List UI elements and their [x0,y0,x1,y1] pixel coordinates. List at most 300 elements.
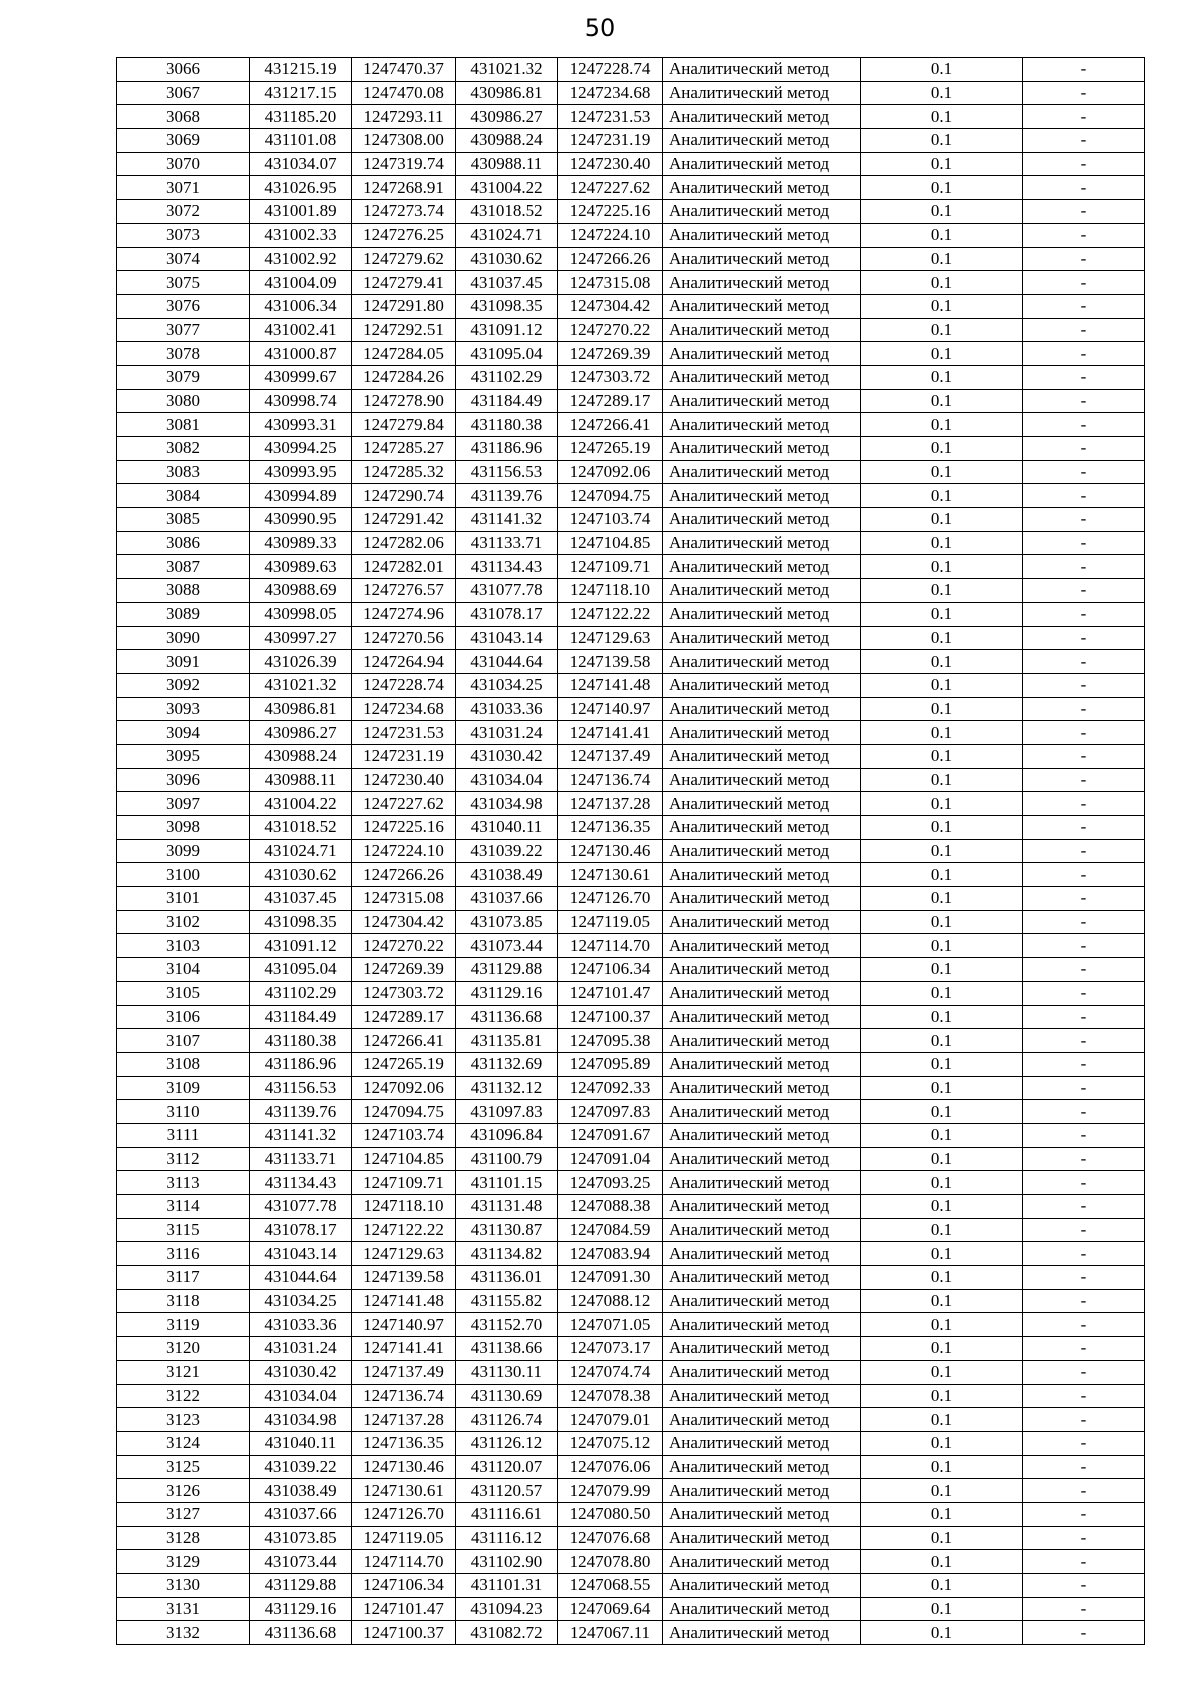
precision-cell: 0.1 [861,1455,1023,1479]
method-cell: Аналитический метод [663,200,861,224]
x1-cell: 431101.08 [250,129,352,153]
y1-cell: 1247231.19 [352,744,456,768]
x1-cell: 430994.89 [250,484,352,508]
method-cell: Аналитический метод [663,555,861,579]
y1-cell: 1247137.28 [352,1408,456,1432]
coordinates-table [116,57,1145,1645]
precision-cell: 0.1 [861,200,1023,224]
x2-cell: 431180.38 [456,413,558,437]
point-number-cell: 3084 [117,484,250,508]
point-number-cell: 3101 [117,887,250,911]
x1-cell: 430989.63 [250,555,352,579]
point-number-cell: 3124 [117,1431,250,1455]
precision-cell: 0.1 [861,863,1023,887]
point-number-cell: 3078 [117,342,250,366]
y2-cell: 1247083.94 [558,1242,663,1266]
point-number-cell: 3083 [117,460,250,484]
y2-cell: 1247114.70 [558,934,663,958]
method-cell: Аналитический метод [663,508,861,532]
point-number-cell: 3067 [117,81,250,105]
note-cell: - [1023,579,1145,603]
y2-cell: 1247103.74 [558,508,663,532]
precision-cell: 0.1 [861,365,1023,389]
point-number-cell: 3102 [117,910,250,934]
table-row [117,176,1145,200]
x2-cell: 431129.16 [456,981,558,1005]
note-cell: - [1023,650,1145,674]
point-number-cell: 3079 [117,365,250,389]
precision-cell: 0.1 [861,1005,1023,1029]
table-row [117,1100,1145,1124]
table-row [117,555,1145,579]
x2-cell: 431096.84 [456,1123,558,1147]
y2-cell: 1247137.28 [558,792,663,816]
y1-cell: 1247308.00 [352,129,456,153]
point-number-cell: 3127 [117,1502,250,1526]
table-row [117,792,1145,816]
table-row [117,1171,1145,1195]
note-cell: - [1023,365,1145,389]
y2-cell: 1247230.40 [558,152,663,176]
method-cell: Аналитический метод [663,1384,861,1408]
point-number-cell: 3071 [117,176,250,200]
x1-cell: 431044.64 [250,1266,352,1290]
x2-cell: 431141.32 [456,508,558,532]
method-cell: Аналитический метод [663,839,861,863]
precision-cell: 0.1 [861,1621,1023,1645]
method-cell: Аналитический метод [663,389,861,413]
note-cell: - [1023,318,1145,342]
precision-cell: 0.1 [861,271,1023,295]
y2-cell: 1247095.89 [558,1052,663,1076]
precision-cell: 0.1 [861,792,1023,816]
point-number-cell: 3069 [117,129,250,153]
table-row [117,626,1145,650]
x1-cell: 430986.27 [250,721,352,745]
method-cell: Аналитический метод [663,1218,861,1242]
x1-cell: 431215.19 [250,58,352,82]
method-cell: Аналитический метод [663,792,861,816]
note-cell: - [1023,697,1145,721]
point-number-cell: 3132 [117,1621,250,1645]
method-cell: Аналитический метод [663,223,861,247]
precision-cell: 0.1 [861,1313,1023,1337]
x1-cell: 431091.12 [250,934,352,958]
x2-cell: 431133.71 [456,531,558,555]
note-cell: - [1023,437,1145,461]
y1-cell: 1247094.75 [352,1100,456,1124]
point-number-cell: 3117 [117,1266,250,1290]
precision-cell: 0.1 [861,105,1023,129]
point-number-cell: 3103 [117,934,250,958]
method-cell: Аналитический метод [663,1123,861,1147]
x1-cell: 430994.25 [250,437,352,461]
x2-cell: 431131.48 [456,1195,558,1219]
table-row [117,721,1145,745]
x1-cell: 431077.78 [250,1195,352,1219]
y1-cell: 1247304.42 [352,910,456,934]
precision-cell: 0.1 [861,1123,1023,1147]
precision-cell: 0.1 [861,1218,1023,1242]
x2-cell: 431037.45 [456,271,558,295]
note-cell: - [1023,200,1145,224]
point-number-cell: 3075 [117,271,250,295]
y1-cell: 1247103.74 [352,1123,456,1147]
note-cell: - [1023,413,1145,437]
y1-cell: 1247315.08 [352,887,456,911]
y2-cell: 1247073.17 [558,1337,663,1361]
note-cell: - [1023,1171,1145,1195]
note-cell: - [1023,816,1145,840]
precision-cell: 0.1 [861,1408,1023,1432]
note-cell: - [1023,176,1145,200]
method-cell: Аналитический метод [663,460,861,484]
y2-cell: 1247091.30 [558,1266,663,1290]
method-cell: Аналитический метод [663,1550,861,1574]
point-number-cell: 3123 [117,1408,250,1432]
x1-cell: 431129.16 [250,1597,352,1621]
note-cell: - [1023,271,1145,295]
y2-cell: 1247088.12 [558,1289,663,1313]
y2-cell: 1247118.10 [558,579,663,603]
point-number-cell: 3089 [117,602,250,626]
y2-cell: 1247304.42 [558,294,663,318]
y1-cell: 1247278.90 [352,389,456,413]
table-row [117,58,1145,82]
x2-cell: 431186.96 [456,437,558,461]
x1-cell: 431031.24 [250,1337,352,1361]
note-cell: - [1023,1337,1145,1361]
precision-cell: 0.1 [861,1195,1023,1219]
y2-cell: 1247234.68 [558,81,663,105]
y2-cell: 1247231.19 [558,129,663,153]
precision-cell: 0.1 [861,223,1023,247]
x1-cell: 431073.44 [250,1550,352,1574]
x1-cell: 431018.52 [250,816,352,840]
y2-cell: 1247228.74 [558,58,663,82]
note-cell: - [1023,792,1145,816]
y1-cell: 1247106.34 [352,1574,456,1598]
table-row [117,247,1145,271]
x2-cell: 431078.17 [456,602,558,626]
point-number-cell: 3076 [117,294,250,318]
y2-cell: 1247122.22 [558,602,663,626]
note-cell: - [1023,910,1145,934]
y1-cell: 1247284.26 [352,365,456,389]
method-cell: Аналитический метод [663,1029,861,1053]
y2-cell: 1247129.63 [558,626,663,650]
method-cell: Аналитический метод [663,981,861,1005]
x1-cell: 431002.33 [250,223,352,247]
y1-cell: 1247136.74 [352,1384,456,1408]
note-cell: - [1023,1123,1145,1147]
x1-cell: 430990.95 [250,508,352,532]
y2-cell: 1247092.06 [558,460,663,484]
precision-cell: 0.1 [861,650,1023,674]
note-cell: - [1023,58,1145,82]
note-cell: - [1023,1289,1145,1313]
x2-cell: 431130.69 [456,1384,558,1408]
x1-cell: 431034.98 [250,1408,352,1432]
point-number-cell: 3129 [117,1550,250,1574]
table-row [117,602,1145,626]
x2-cell: 431031.24 [456,721,558,745]
precision-cell: 0.1 [861,555,1023,579]
y2-cell: 1247071.05 [558,1313,663,1337]
y1-cell: 1247122.22 [352,1218,456,1242]
precision-cell: 0.1 [861,839,1023,863]
note-cell: - [1023,247,1145,271]
note-cell: - [1023,1076,1145,1100]
note-cell: - [1023,721,1145,745]
precision-cell: 0.1 [861,1384,1023,1408]
y2-cell: 1247136.74 [558,768,663,792]
note-cell: - [1023,1100,1145,1124]
y2-cell: 1247315.08 [558,271,663,295]
table-row [117,1550,1145,1574]
x2-cell: 430988.24 [456,129,558,153]
method-cell: Аналитический метод [663,1005,861,1029]
y2-cell: 1247269.39 [558,342,663,366]
x1-cell: 431026.39 [250,650,352,674]
note-cell: - [1023,294,1145,318]
y2-cell: 1247097.83 [558,1100,663,1124]
precision-cell: 0.1 [861,531,1023,555]
y1-cell: 1247130.46 [352,1455,456,1479]
note-cell: - [1023,887,1145,911]
note-cell: - [1023,460,1145,484]
y1-cell: 1247319.74 [352,152,456,176]
note-cell: - [1023,1574,1145,1598]
x1-cell: 431185.20 [250,105,352,129]
y1-cell: 1247140.97 [352,1313,456,1337]
point-number-cell: 3125 [117,1455,250,1479]
precision-cell: 0.1 [861,1502,1023,1526]
x2-cell: 431126.74 [456,1408,558,1432]
y1-cell: 1247273.74 [352,200,456,224]
y2-cell: 1247100.37 [558,1005,663,1029]
method-cell: Аналитический метод [663,484,861,508]
y1-cell: 1247303.72 [352,981,456,1005]
y2-cell: 1247076.06 [558,1455,663,1479]
method-cell: Аналитический метод [663,531,861,555]
note-cell: - [1023,531,1145,555]
y1-cell: 1247270.56 [352,626,456,650]
method-cell: Аналитический метод [663,1195,861,1219]
point-number-cell: 3131 [117,1597,250,1621]
x1-cell: 431038.49 [250,1479,352,1503]
method-cell: Аналитический метод [663,318,861,342]
point-number-cell: 3090 [117,626,250,650]
x1-cell: 431043.14 [250,1242,352,1266]
x1-cell: 431136.68 [250,1621,352,1645]
note-cell: - [1023,1526,1145,1550]
method-cell: Аналитический метод [663,768,861,792]
precision-cell: 0.1 [861,247,1023,271]
point-number-cell: 3074 [117,247,250,271]
x2-cell: 431024.71 [456,223,558,247]
note-cell: - [1023,152,1145,176]
y2-cell: 1247140.97 [558,697,663,721]
x2-cell: 431034.98 [456,792,558,816]
x2-cell: 431152.70 [456,1313,558,1337]
point-number-cell: 3073 [117,223,250,247]
table-row [117,1123,1145,1147]
point-number-cell: 3108 [117,1052,250,1076]
method-cell: Аналитический метод [663,650,861,674]
table-body [117,58,1145,1645]
y1-cell: 1247137.49 [352,1360,456,1384]
y2-cell: 1247076.68 [558,1526,663,1550]
note-cell: - [1023,1313,1145,1337]
method-cell: Аналитический метод [663,1337,861,1361]
method-cell: Аналитический метод [663,887,861,911]
y2-cell: 1247091.04 [558,1147,663,1171]
table-row [117,1242,1145,1266]
x1-cell: 431217.15 [250,81,352,105]
point-number-cell: 3113 [117,1171,250,1195]
y1-cell: 1247268.91 [352,176,456,200]
method-cell: Аналитический метод [663,105,861,129]
y2-cell: 1247119.05 [558,910,663,934]
x2-cell: 431116.12 [456,1526,558,1550]
x1-cell: 431095.04 [250,958,352,982]
table-row [117,1029,1145,1053]
x1-cell: 431098.35 [250,910,352,934]
y2-cell: 1247227.62 [558,176,663,200]
precision-cell: 0.1 [861,744,1023,768]
x2-cell: 431038.49 [456,863,558,887]
y1-cell: 1247266.26 [352,863,456,887]
x2-cell: 431100.79 [456,1147,558,1171]
x1-cell: 430989.33 [250,531,352,555]
precision-cell: 0.1 [861,318,1023,342]
y2-cell: 1247084.59 [558,1218,663,1242]
x2-cell: 431132.69 [456,1052,558,1076]
precision-cell: 0.1 [861,626,1023,650]
y1-cell: 1247227.62 [352,792,456,816]
x2-cell: 431073.85 [456,910,558,934]
method-cell: Аналитический метод [663,365,861,389]
y2-cell: 1247106.34 [558,958,663,982]
precision-cell: 0.1 [861,58,1023,82]
method-cell: Аналитический метод [663,626,861,650]
precision-cell: 0.1 [861,1574,1023,1598]
x2-cell: 431039.22 [456,839,558,863]
x1-cell: 431030.62 [250,863,352,887]
point-number-cell: 3097 [117,792,250,816]
y1-cell: 1247270.22 [352,934,456,958]
y2-cell: 1247067.11 [558,1621,663,1645]
point-number-cell: 3091 [117,650,250,674]
x2-cell: 431155.82 [456,1289,558,1313]
x1-cell: 431037.66 [250,1502,352,1526]
note-cell: - [1023,1479,1145,1503]
point-number-cell: 3070 [117,152,250,176]
y2-cell: 1247141.41 [558,721,663,745]
point-number-cell: 3093 [117,697,250,721]
precision-cell: 0.1 [861,389,1023,413]
x2-cell: 431021.32 [456,58,558,82]
precision-cell: 0.1 [861,910,1023,934]
table-row [117,200,1145,224]
method-cell: Аналитический метод [663,1100,861,1124]
note-cell: - [1023,934,1145,958]
note-cell: - [1023,484,1145,508]
precision-cell: 0.1 [861,1266,1023,1290]
x1-cell: 430988.11 [250,768,352,792]
x2-cell: 431018.52 [456,200,558,224]
y2-cell: 1247088.38 [558,1195,663,1219]
point-number-cell: 3085 [117,508,250,532]
x1-cell: 431040.11 [250,1431,352,1455]
x1-cell: 431129.88 [250,1574,352,1598]
x1-cell: 431073.85 [250,1526,352,1550]
y2-cell: 1247231.53 [558,105,663,129]
method-cell: Аналитический метод [663,1431,861,1455]
note-cell: - [1023,1029,1145,1053]
method-cell: Аналитический метод [663,1455,861,1479]
method-cell: Аналитический метод [663,1289,861,1313]
precision-cell: 0.1 [861,579,1023,603]
precision-cell: 0.1 [861,887,1023,911]
precision-cell: 0.1 [861,602,1023,626]
x1-cell: 431134.43 [250,1171,352,1195]
x2-cell: 431073.44 [456,934,558,958]
y1-cell: 1247265.19 [352,1052,456,1076]
y2-cell: 1247289.17 [558,389,663,413]
x1-cell: 431034.25 [250,1289,352,1313]
precision-cell: 0.1 [861,981,1023,1005]
table-row [117,1408,1145,1432]
x2-cell: 431120.57 [456,1479,558,1503]
precision-cell: 0.1 [861,1431,1023,1455]
x1-cell: 431002.92 [250,247,352,271]
table-row [117,768,1145,792]
x2-cell: 430986.27 [456,105,558,129]
precision-cell: 0.1 [861,1147,1023,1171]
point-number-cell: 3094 [117,721,250,745]
table-row [117,365,1145,389]
point-number-cell: 3126 [117,1479,250,1503]
x2-cell: 431136.01 [456,1266,558,1290]
y2-cell: 1247303.72 [558,365,663,389]
point-number-cell: 3107 [117,1029,250,1053]
y1-cell: 1247234.68 [352,697,456,721]
table-row [117,1289,1145,1313]
point-number-cell: 3106 [117,1005,250,1029]
precision-cell: 0.1 [861,460,1023,484]
table-row [117,579,1145,603]
precision-cell: 0.1 [861,484,1023,508]
x2-cell: 431040.11 [456,816,558,840]
x2-cell: 431004.22 [456,176,558,200]
x1-cell: 430999.67 [250,365,352,389]
note-cell: - [1023,129,1145,153]
x1-cell: 430998.05 [250,602,352,626]
point-number-cell: 3122 [117,1384,250,1408]
table-row [117,1218,1145,1242]
note-cell: - [1023,1052,1145,1076]
y1-cell: 1247230.40 [352,768,456,792]
precision-cell: 0.1 [861,413,1023,437]
x1-cell: 431021.32 [250,673,352,697]
method-cell: Аналитический метод [663,1526,861,1550]
point-number-cell: 3068 [117,105,250,129]
table-row [117,531,1145,555]
note-cell: - [1023,602,1145,626]
y2-cell: 1247270.22 [558,318,663,342]
